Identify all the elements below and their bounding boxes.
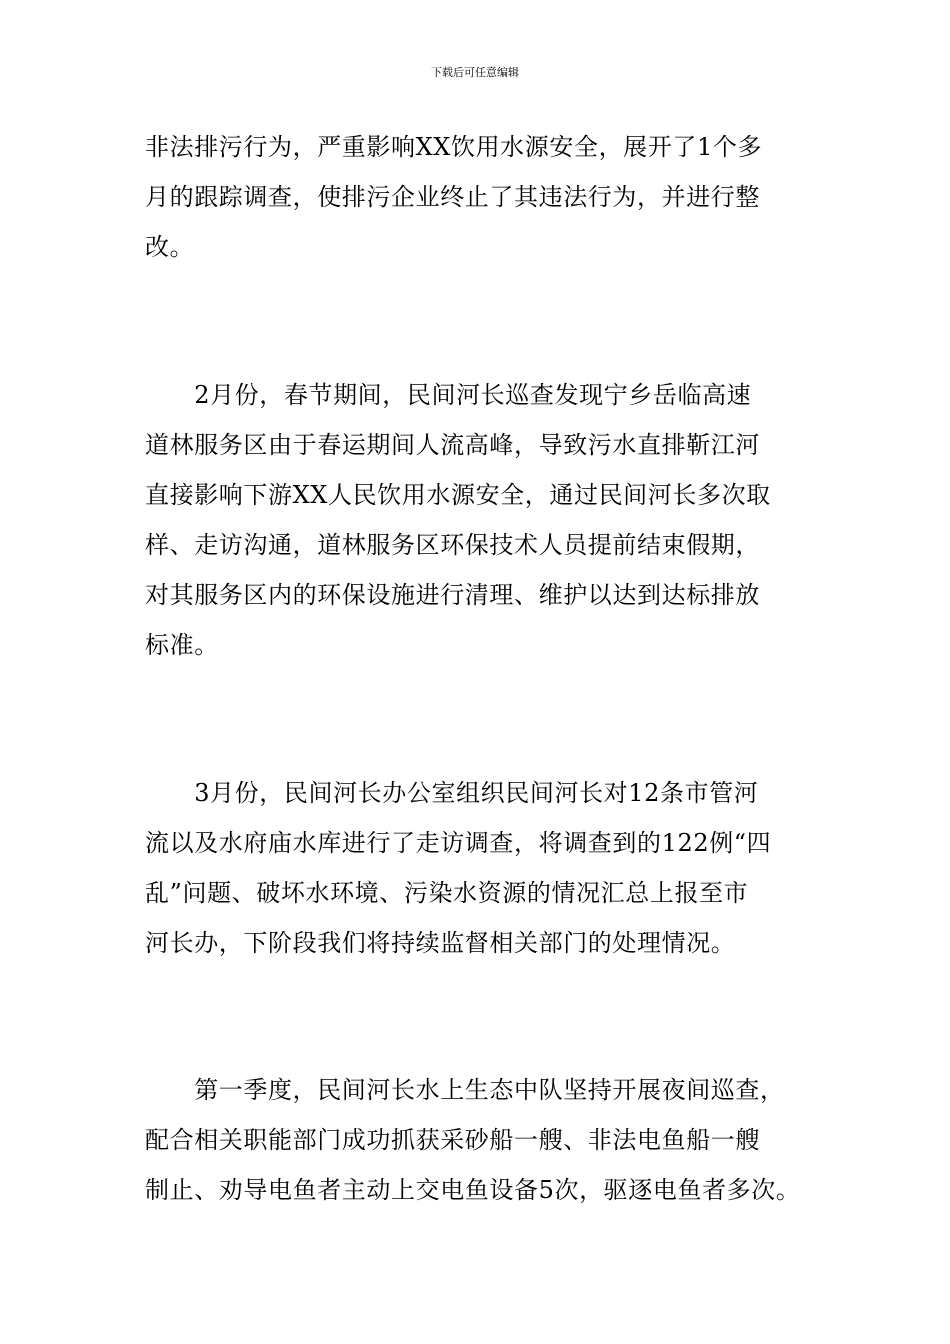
text-line: 乱”问题、破坏水环境、污染水资源的情况汇总上报至市	[145, 879, 749, 907]
text-line: 改。	[145, 233, 195, 261]
paragraph-2	[145, 370, 830, 670]
text-line: 第一季度，民间河长水上生态中队坚持开展夜间巡查，	[145, 1076, 785, 1104]
paragraph-4	[145, 1065, 830, 1215]
text-line: 直接影响下游XX人民饮用水源安全，通过民间河长多次取	[145, 481, 771, 509]
text-line: 流以及水府庙水库进行了走访调查，将调查到的122例“四	[145, 829, 772, 857]
text-line: 2月份，春节期间，民间河长巡查发现宁乡岳临高速	[145, 381, 752, 409]
paragraph-3	[145, 768, 830, 968]
text-line: 样、走访沟通，道林服务区环保技术人员提前结束假期，	[145, 531, 760, 559]
text-line: 标准。	[145, 631, 219, 659]
page-header: 下载后可任意编辑	[431, 66, 519, 79]
text-line: 配合相关职能部门成功抓获采砂船一艘、非法电鱼船一艘	[145, 1126, 760, 1154]
text-line: 3月份，民间河长办公室组织民间河长对12条市管河	[145, 779, 759, 807]
paragraph-1	[145, 122, 830, 272]
text-line: 道林服务区由于春运期间人流高峰，导致污水直排靳江河	[145, 431, 760, 459]
text-line: 制止、劝导电鱼者主动上交电鱼设备5次，驱逐电鱼者多次。	[145, 1176, 801, 1204]
text-line: 对其服务区内的环保设施进行清理、维护以达到达标排放	[145, 581, 760, 609]
text-line: 月的跟踪调查，使排污企业终止了其违法行为，并进行整	[145, 183, 760, 211]
text-line: 非法排污行为，严重影响XX饮用水源安全，展开了1个多	[145, 133, 763, 161]
text-line: 河长办，下阶段我们将持续监督相关部门的处理情况。	[145, 929, 736, 957]
